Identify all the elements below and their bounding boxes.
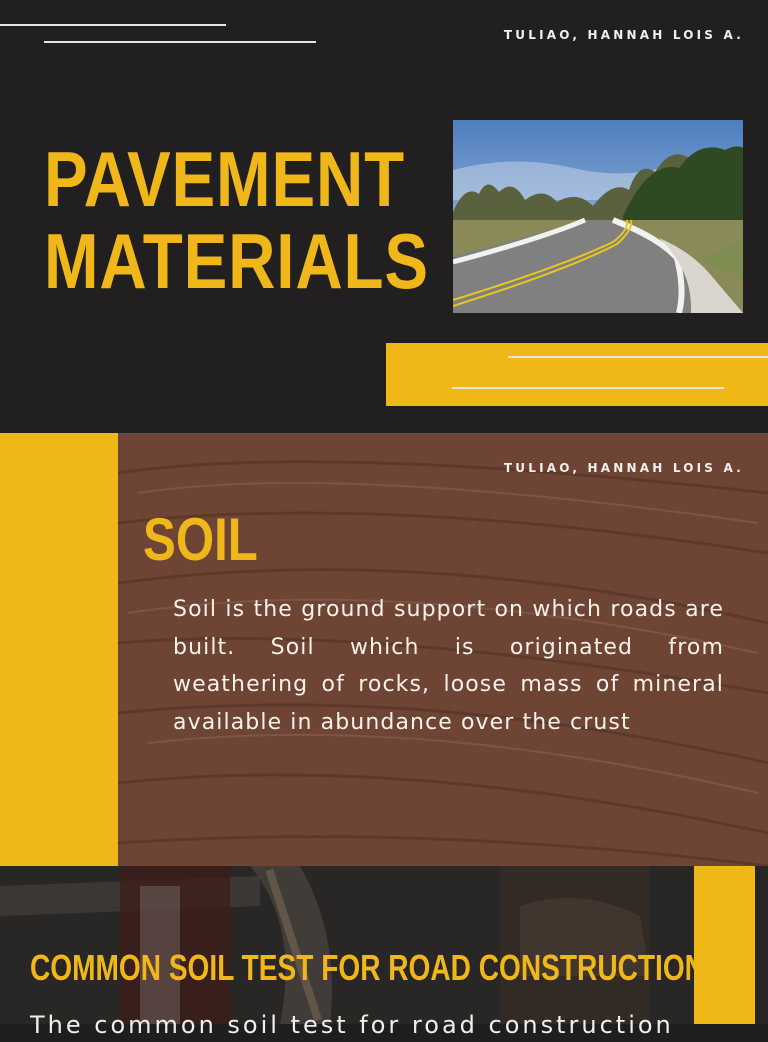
- decorative-line: [452, 387, 724, 389]
- title-line-1: PAVEMENT: [44, 135, 406, 223]
- workers-background-photo: [0, 866, 768, 1024]
- yellow-side-panel: [0, 433, 118, 866]
- slide-title: [44, 135, 429, 305]
- author-name: TULIAO, HANNAH LOIS A.: [503, 461, 744, 475]
- yellow-accent-bar: [694, 866, 755, 1024]
- decorative-line: [0, 24, 226, 26]
- title-slide: [0, 0, 768, 433]
- soil-description: Soil is the ground support on which roads are built. Soil which is originated from weathering of rocks, loose mass of mineral available in abundance over the crust: [173, 597, 724, 735]
- section-title: COMMON SOIL TEST FOR ROAD CONSTRUCTION: [30, 947, 705, 988]
- decorative-line: [508, 356, 768, 358]
- yellow-accent-bar: [386, 343, 768, 406]
- soil-test-description: The common soil test for road construction: [30, 1011, 674, 1039]
- road-photo: [453, 120, 743, 313]
- title-line-2: MATERIALS: [44, 217, 429, 305]
- decorative-line: [44, 41, 316, 43]
- soil-test-slide: [0, 866, 768, 1024]
- author-name: TULIAO, HANNAH LOIS A.: [503, 28, 744, 42]
- section-title: SOIL: [143, 506, 258, 573]
